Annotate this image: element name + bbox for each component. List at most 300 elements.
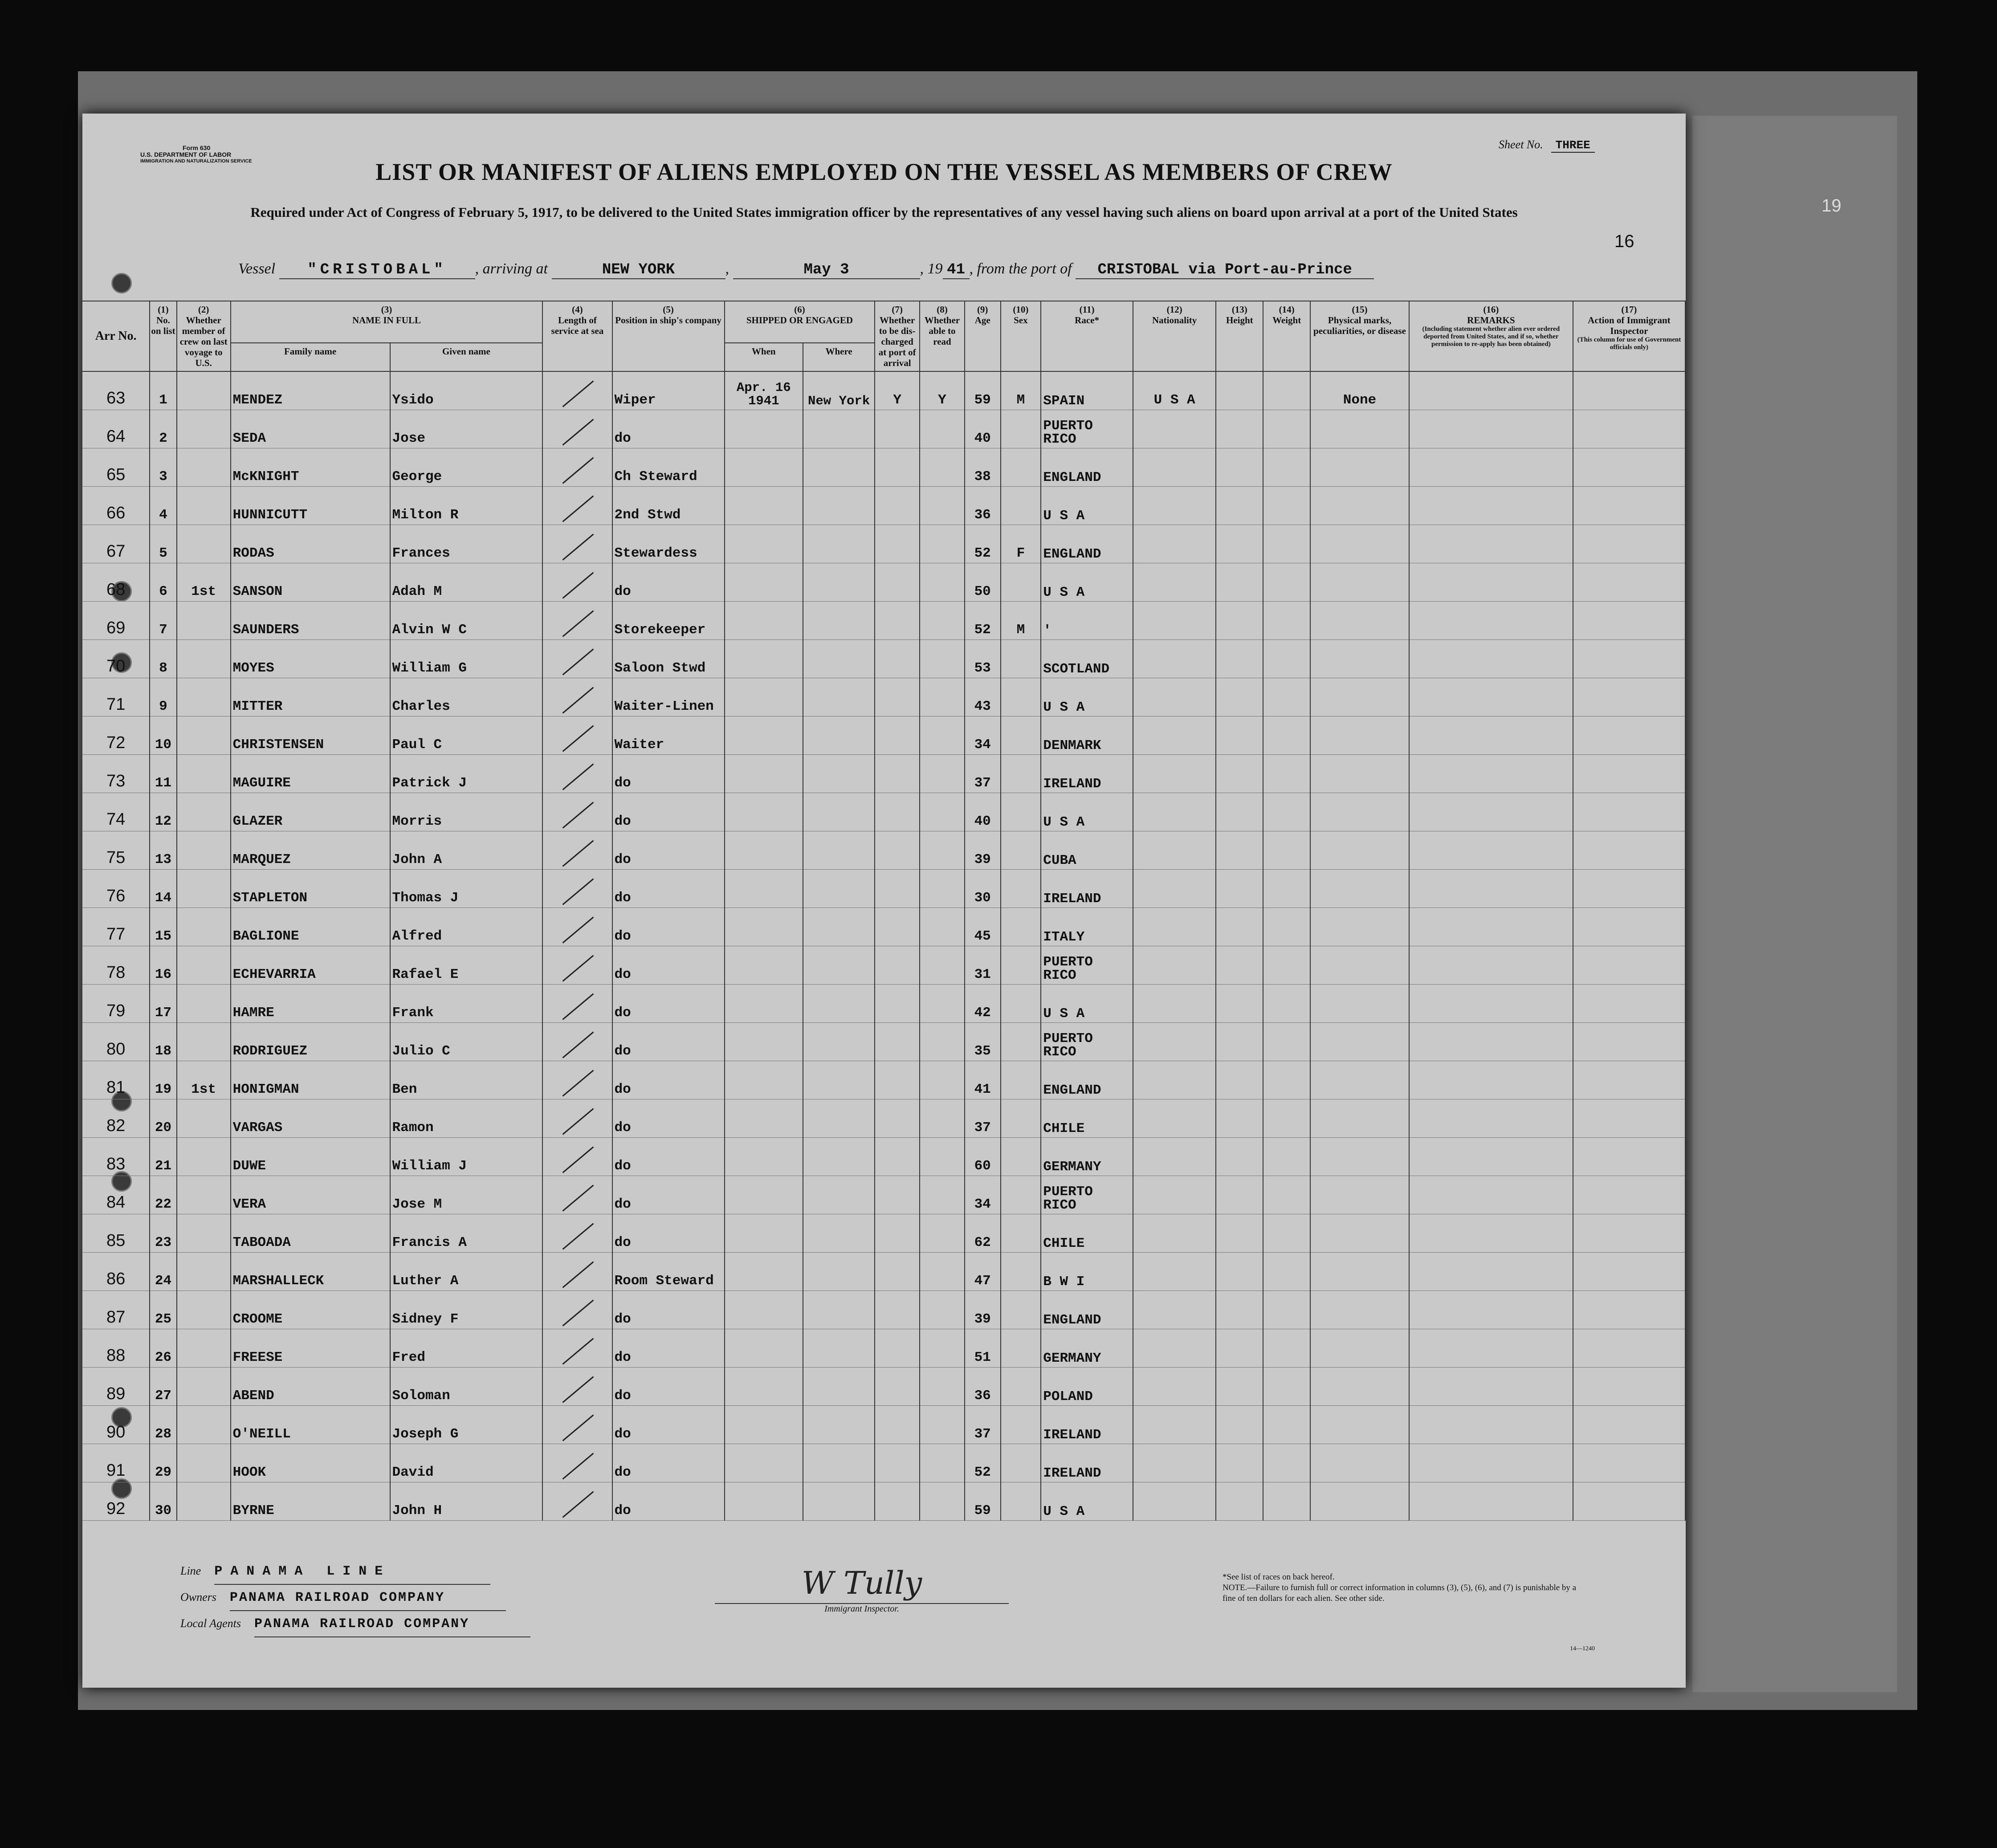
position-cell: Waiter: [612, 716, 725, 755]
family-name-cell: HONIGMAN: [231, 1061, 390, 1099]
position-cell: do: [612, 1138, 725, 1176]
nationality-cell: U S A: [1133, 371, 1216, 410]
nationality-cell: [1133, 1444, 1216, 1482]
race-cell: ': [1041, 602, 1133, 640]
race-header: (11) Race*: [1041, 301, 1133, 371]
length-service-header: (4) Length of service at sea: [542, 301, 612, 371]
shipped-where-cell: [803, 525, 875, 563]
height-cell: [1216, 1406, 1263, 1444]
list-number-cell: 15: [150, 908, 176, 946]
last-voyage-cell: [177, 1253, 231, 1291]
given-name-cell: Charles: [390, 678, 543, 716]
given-name-cell: Morris: [390, 793, 543, 831]
race-cell: SPAIN: [1041, 371, 1133, 410]
given-name-cell: Ben: [390, 1061, 543, 1099]
remarks-cell: [1409, 1329, 1573, 1368]
no-on-list-header: (1) No. on list: [150, 301, 176, 371]
last-voyage-cell: [177, 793, 231, 831]
check-stroke: [562, 955, 594, 981]
sex-cell: [1001, 1406, 1041, 1444]
weight-cell: [1263, 678, 1310, 716]
form-identifier: Form 630 U.S. DEPARTMENT OF LABOR IMMIGRATION AND NATURALIZATION SERVICE: [140, 144, 252, 164]
table-row: [82, 1176, 1685, 1214]
check-stroke: [562, 993, 594, 1020]
sex-cell: [1001, 716, 1041, 755]
sex-cell: M: [1001, 371, 1041, 410]
inspector-action-cell: [1573, 1061, 1685, 1099]
service-mark-cell: [542, 487, 612, 525]
physical-marks-cell: [1310, 602, 1409, 640]
service-mark-cell: [542, 946, 612, 985]
shipped-when-cell: [725, 1061, 803, 1099]
shipped-when-cell: [725, 946, 803, 985]
given-name-cell: William G: [390, 640, 543, 678]
physical-marks-cell: [1310, 1214, 1409, 1253]
sex-cell: [1001, 1482, 1041, 1521]
shipped-where-cell: [803, 1099, 875, 1138]
sex-cell: [1001, 1368, 1041, 1406]
service-mark-cell: [542, 1291, 612, 1329]
check-stroke: [562, 533, 594, 560]
physical-marks-cell: [1310, 525, 1409, 563]
arr-number-cell: 86: [82, 1253, 150, 1291]
discharged-cell: [875, 1482, 920, 1521]
family-name-cell: VARGAS: [231, 1099, 390, 1138]
able-to-read-cell: [920, 563, 965, 602]
weight-cell: [1263, 1444, 1310, 1482]
position-cell: do: [612, 1099, 725, 1138]
check-stroke: [562, 878, 594, 905]
age-cell: 52: [965, 1444, 1001, 1482]
weight-cell: [1263, 525, 1310, 563]
position-cell: do: [612, 563, 725, 602]
service-mark-cell: [542, 1138, 612, 1176]
service-mark-cell: [542, 1444, 612, 1482]
remarks-header: (16) REMARKS (Including statement whether alien ever ordered deported from United States, and if so, whether permission to re-apply has been obtained): [1409, 301, 1573, 371]
physical-marks-cell: [1310, 908, 1409, 946]
service-mark-cell: [542, 908, 612, 946]
table-row: [82, 870, 1685, 908]
remarks-cell: [1409, 1023, 1573, 1061]
nationality-cell: [1133, 793, 1216, 831]
shipped-when-cell: [725, 1444, 803, 1482]
list-number-cell: 14: [150, 870, 176, 908]
height-cell: [1216, 487, 1263, 525]
departure-port: CRISTOBAL via Port-au-Prince: [1076, 261, 1374, 279]
footnotes: *See list of races on back hereof. NOTE.—Failure to furnish full or correct information in columns (3), (5), (6), and (7) is punishable by a fine of ten dollars for each alien. See other side.: [1223, 1572, 1577, 1603]
physical-marks-cell: [1310, 870, 1409, 908]
position-cell: Waiter-Linen: [612, 678, 725, 716]
check-stroke: [562, 802, 594, 828]
physical-marks-cell: [1310, 1329, 1409, 1368]
physical-marks-cell: [1310, 1291, 1409, 1329]
shipped-when-cell: [725, 563, 803, 602]
position-cell: do: [612, 1023, 725, 1061]
inspector-action-cell: [1573, 1444, 1685, 1482]
remarks-cell: [1409, 831, 1573, 870]
nationality-cell: [1133, 1176, 1216, 1214]
height-cell: [1216, 755, 1263, 793]
discharged-cell: [875, 1214, 920, 1253]
discharged-cell: [875, 793, 920, 831]
list-number-cell: 30: [150, 1482, 176, 1521]
race-cell: DENMARK: [1041, 716, 1133, 755]
inspector-action-cell: [1573, 678, 1685, 716]
inspector-action-cell: [1573, 1406, 1685, 1444]
nationality-cell: [1133, 1406, 1216, 1444]
nationality-cell: [1133, 1368, 1216, 1406]
family-name-cell: BYRNE: [231, 1482, 390, 1521]
position-cell: Room Steward: [612, 1253, 725, 1291]
race-cell: U S A: [1041, 1482, 1133, 1521]
service-mark-cell: [542, 985, 612, 1023]
race-cell: PUERTO RICO: [1041, 1023, 1133, 1061]
discharged-cell: [875, 678, 920, 716]
list-number-cell: 8: [150, 640, 176, 678]
last-voyage-cell: 1st: [177, 563, 231, 602]
race-cell: ENGLAND: [1041, 1291, 1133, 1329]
list-number-cell: 2: [150, 410, 176, 448]
position-cell: do: [612, 1444, 725, 1482]
shipped-where-cell: [803, 563, 875, 602]
arr-number-cell: 79: [82, 985, 150, 1023]
weight-cell: [1263, 563, 1310, 602]
family-name-cell: SEDA: [231, 410, 390, 448]
able-to-read-cell: [920, 1138, 965, 1176]
sex-cell: [1001, 985, 1041, 1023]
given-name-cell: Sidney F: [390, 1291, 543, 1329]
shipped-where-cell: [803, 1023, 875, 1061]
shipped-where-cell: [803, 410, 875, 448]
height-cell: [1216, 448, 1263, 487]
race-cell: ENGLAND: [1041, 1061, 1133, 1099]
race-cell: B W I: [1041, 1253, 1133, 1291]
age-cell: 41: [965, 1061, 1001, 1099]
race-cell: U S A: [1041, 563, 1133, 602]
height-cell: [1216, 908, 1263, 946]
discharged-cell: [875, 870, 920, 908]
action-header: (17) Action of Immigrant Inspector (This column for use of Government officials only): [1573, 301, 1685, 371]
inspector-action-cell: [1573, 602, 1685, 640]
remarks-cell: [1409, 1482, 1573, 1521]
last-voyage-cell: [177, 1291, 231, 1329]
remarks-cell: [1409, 793, 1573, 831]
weight-cell: [1263, 870, 1310, 908]
race-cell: ITALY: [1041, 908, 1133, 946]
given-name-cell: Luther A: [390, 1253, 543, 1291]
race-cell: CUBA: [1041, 831, 1133, 870]
family-name-cell: CROOME: [231, 1291, 390, 1329]
arr-number-cell: 69: [82, 602, 150, 640]
age-cell: 52: [965, 602, 1001, 640]
age-cell: 37: [965, 1406, 1001, 1444]
arr-number-cell: 85: [82, 1214, 150, 1253]
arr-number-cell: 92: [82, 1482, 150, 1521]
given-name-cell: John A: [390, 831, 543, 870]
list-number-cell: 27: [150, 1368, 176, 1406]
when-header: When: [725, 343, 803, 371]
sex-cell: [1001, 448, 1041, 487]
sex-cell: [1001, 1138, 1041, 1176]
able-to-read-cell: [920, 1329, 965, 1368]
given-name-cell: Rafael E: [390, 946, 543, 985]
inspector-action-cell: [1573, 985, 1685, 1023]
remarks-cell: [1409, 371, 1573, 410]
inspector-action-cell: [1573, 793, 1685, 831]
family-name-cell: ABEND: [231, 1368, 390, 1406]
shipped-when-cell: [725, 487, 803, 525]
check-stroke: [562, 648, 594, 675]
check-stroke: [562, 1299, 594, 1326]
given-name-cell: Ramon: [390, 1099, 543, 1138]
remarks-cell: [1409, 985, 1573, 1023]
height-cell: [1216, 1329, 1263, 1368]
height-cell: [1216, 1368, 1263, 1406]
able-to-read-cell: [920, 1482, 965, 1521]
list-number-cell: 1: [150, 371, 176, 410]
inspector-action-cell: [1573, 1176, 1685, 1214]
height-cell: [1216, 1138, 1263, 1176]
position-cell: do: [612, 1368, 725, 1406]
age-cell: 38: [965, 448, 1001, 487]
service-mark-cell: [542, 1176, 612, 1214]
list-number-cell: 4: [150, 487, 176, 525]
able-to-read-cell: [920, 831, 965, 870]
position-cell: do: [612, 1061, 725, 1099]
crew-manifest-table: [82, 301, 1686, 1521]
shipped-where-cell: [803, 793, 875, 831]
position-cell: do: [612, 831, 725, 870]
nationality-cell: [1133, 1099, 1216, 1138]
service-mark-cell: [542, 1253, 612, 1291]
table-row: [82, 1291, 1685, 1329]
check-stroke: [562, 1223, 594, 1250]
table-row: [82, 371, 1685, 410]
table-row: [82, 678, 1685, 716]
height-cell: [1216, 1099, 1263, 1138]
signature-handwriting: W Tully: [715, 1563, 1009, 1604]
weight-cell: [1263, 1368, 1310, 1406]
table-row: [82, 410, 1685, 448]
family-name-cell: GLAZER: [231, 793, 390, 831]
last-voyage-cell: 1st: [177, 1061, 231, 1099]
physical-marks-cell: [1310, 1482, 1409, 1521]
able-to-read-cell: Y: [920, 371, 965, 410]
given-name-cell: Milton R: [390, 487, 543, 525]
shipped-where-cell: [803, 870, 875, 908]
sex-cell: [1001, 946, 1041, 985]
arr-number-cell: 76: [82, 870, 150, 908]
able-to-read-cell: [920, 1176, 965, 1214]
table-row: [82, 985, 1685, 1023]
check-stroke: [562, 1261, 594, 1288]
discharged-cell: [875, 1023, 920, 1061]
last-voyage-cell: [177, 525, 231, 563]
height-cell: [1216, 1176, 1263, 1214]
sex-cell: [1001, 870, 1041, 908]
discharged-cell: [875, 410, 920, 448]
weight-cell: [1263, 602, 1310, 640]
shipped-when-cell: [725, 1329, 803, 1368]
weight-cell: [1263, 487, 1310, 525]
weight-cell: [1263, 908, 1310, 946]
family-name-cell: SANSON: [231, 563, 390, 602]
shipped-where-cell: [803, 1444, 875, 1482]
height-cell: [1216, 1214, 1263, 1253]
family-name-cell: SAUNDERS: [231, 602, 390, 640]
weight-cell: [1263, 410, 1310, 448]
service-mark-cell: [542, 1099, 612, 1138]
remarks-cell: [1409, 716, 1573, 755]
shipped-when-cell: [725, 831, 803, 870]
sex-cell: [1001, 1176, 1041, 1214]
physical-marks-cell: [1310, 1368, 1409, 1406]
shipped-where-cell: [803, 1138, 875, 1176]
inspector-action-cell: [1573, 831, 1685, 870]
list-number-cell: 16: [150, 946, 176, 985]
nationality-cell: [1133, 563, 1216, 602]
height-cell: [1216, 371, 1263, 410]
height-header: (13) Height: [1216, 301, 1263, 371]
height-cell: [1216, 946, 1263, 985]
check-stroke: [562, 1146, 594, 1173]
list-number-cell: 23: [150, 1214, 176, 1253]
given-name-cell: Jose: [390, 410, 543, 448]
physical-marks-cell: [1310, 755, 1409, 793]
arr-number-cell: 81: [82, 1061, 150, 1099]
service-mark-cell: [542, 793, 612, 831]
height-cell: [1216, 1444, 1263, 1482]
family-name-cell: BAGLIONE: [231, 908, 390, 946]
check-stroke: [562, 1338, 594, 1364]
race-cell: PUERTO RICO: [1041, 410, 1133, 448]
last-voyage-cell: [177, 1444, 231, 1482]
physical-marks-cell: [1310, 793, 1409, 831]
shipped-when-cell: [725, 870, 803, 908]
table-row: [82, 1482, 1685, 1521]
shipped-where-cell: [803, 1061, 875, 1099]
remarks-cell: [1409, 410, 1573, 448]
position-cell: Stewardess: [612, 525, 725, 563]
check-stroke: [562, 1070, 594, 1096]
physical-marks-cell: [1310, 678, 1409, 716]
list-number-cell: 28: [150, 1406, 176, 1444]
service-mark-cell: [542, 563, 612, 602]
nationality-cell: [1133, 525, 1216, 563]
list-number-cell: 10: [150, 716, 176, 755]
name-header: (3) NAME IN FULL: [231, 301, 543, 343]
able-to-read-cell: [920, 1099, 965, 1138]
page-number: 16: [1614, 232, 1634, 251]
physical-marks-cell: [1310, 1138, 1409, 1176]
arr-number-cell: 64: [82, 410, 150, 448]
shipped-where-cell: [803, 1482, 875, 1521]
able-to-read-cell: [920, 410, 965, 448]
physical-marks-cell: [1310, 831, 1409, 870]
shipped-where-cell: [803, 985, 875, 1023]
check-stroke: [562, 725, 594, 752]
race-cell: U S A: [1041, 487, 1133, 525]
arr-number-cell: 73: [82, 755, 150, 793]
service-mark-cell: [542, 1023, 612, 1061]
position-cell: do: [612, 1406, 725, 1444]
height-cell: [1216, 1023, 1263, 1061]
inspector-action-cell: [1573, 1099, 1685, 1138]
list-number-cell: 20: [150, 1099, 176, 1138]
sex-cell: [1001, 1291, 1041, 1329]
race-cell: POLAND: [1041, 1368, 1133, 1406]
weight-cell: [1263, 1482, 1310, 1521]
check-stroke: [562, 1031, 594, 1058]
able-to-read-cell: [920, 985, 965, 1023]
nationality-cell: [1133, 755, 1216, 793]
sex-cell: M: [1001, 602, 1041, 640]
list-number-cell: 11: [150, 755, 176, 793]
arr-number-cell: 72: [82, 716, 150, 755]
discharged-cell: [875, 755, 920, 793]
nationality-header: (12) Nationality: [1133, 301, 1216, 371]
service-mark-cell: [542, 410, 612, 448]
arr-number-cell: 82: [82, 1099, 150, 1138]
nationality-cell: [1133, 448, 1216, 487]
nationality-cell: [1133, 1482, 1216, 1521]
service-mark-cell: [542, 525, 612, 563]
given-name-cell: Frances: [390, 525, 543, 563]
family-name-cell: MOYES: [231, 640, 390, 678]
family-name-cell: HOOK: [231, 1444, 390, 1482]
arr-number-cell: 77: [82, 908, 150, 946]
physical-marks-cell: [1310, 1023, 1409, 1061]
weight-cell: [1263, 448, 1310, 487]
shipped-when-cell: [725, 678, 803, 716]
shipped-when-cell: [725, 640, 803, 678]
physical-marks-cell: [1310, 946, 1409, 985]
shipped-where-cell: [803, 1368, 875, 1406]
physical-header: (15) Physical marks, peculiarities, or disease: [1310, 301, 1409, 371]
race-cell: U S A: [1041, 678, 1133, 716]
check-stroke: [562, 610, 594, 637]
age-cell: 36: [965, 1368, 1001, 1406]
arr-number-cell: 70: [82, 640, 150, 678]
arr-number-cell: 65: [82, 448, 150, 487]
able-to-read-cell: [920, 1214, 965, 1253]
height-cell: [1216, 716, 1263, 755]
physical-marks-cell: [1310, 716, 1409, 755]
physical-marks-cell: [1310, 640, 1409, 678]
remarks-cell: [1409, 1061, 1573, 1099]
discharged-cell: [875, 1444, 920, 1482]
race-cell: IRELAND: [1041, 870, 1133, 908]
discharged-cell: [875, 1406, 920, 1444]
given-name-cell: Julio C: [390, 1023, 543, 1061]
check-stroke: [562, 572, 594, 598]
list-number-cell: 3: [150, 448, 176, 487]
physical-marks-cell: [1310, 563, 1409, 602]
given-name-cell: Francis A: [390, 1214, 543, 1253]
inspector-action-cell: [1573, 487, 1685, 525]
sex-cell: [1001, 793, 1041, 831]
position-cell: do: [612, 1482, 725, 1521]
check-stroke: [562, 1453, 594, 1479]
inspector-signature: [715, 1563, 1009, 1614]
discharged-cell: [875, 831, 920, 870]
able-to-read-cell: [920, 1368, 965, 1406]
nationality-cell: [1133, 870, 1216, 908]
physical-marks-cell: [1310, 448, 1409, 487]
age-cell: 62: [965, 1214, 1001, 1253]
family-name-cell: VERA: [231, 1176, 390, 1214]
family-name-cell: MAGUIRE: [231, 755, 390, 793]
